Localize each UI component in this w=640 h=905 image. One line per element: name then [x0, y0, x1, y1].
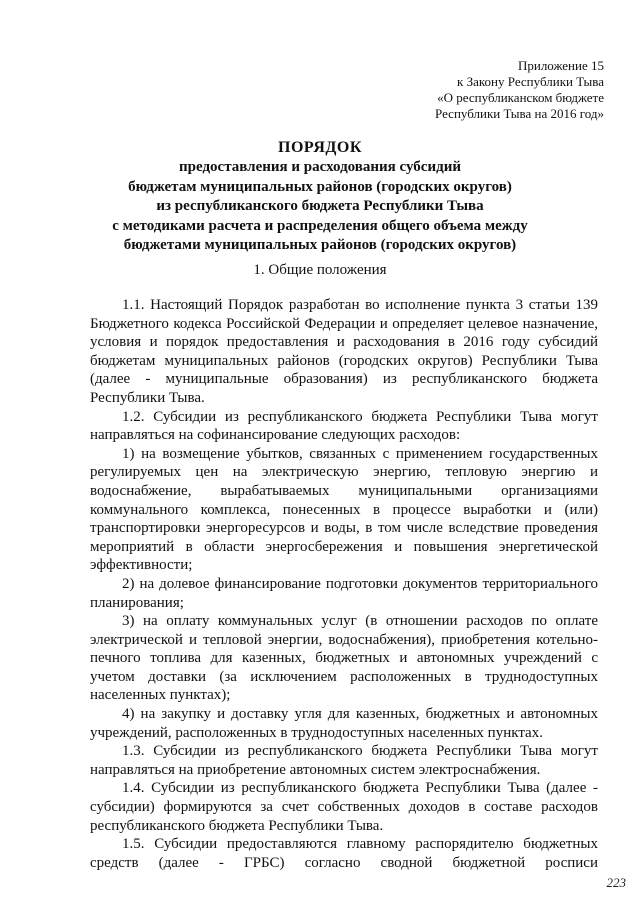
paragraph-1-2: 1.2. Субсидии из республиканского бюджета Республики Тыва могут направляться на софинансирование следующих расходов:: [90, 408, 598, 444]
list-item-3: 3) на оплату коммунальных услуг (в отношении расходов по оплате электрической и тепловой энергии, водоснабжения), приобретения котельно-печного топлива для казенных, бюджетных и автономных учреждений с учетом доставки (за исключением расположенных в труднодоступных населенных пунктах);: [90, 613, 598, 704]
appendix-line-1: Приложение 15: [517, 58, 604, 73]
list-item-2: 2) на долевое финансирование подготовки документов территориального планирования;: [90, 575, 598, 611]
document-title: [60, 138, 580, 256]
title-line-1: предоставления и расходования субсидий: [179, 159, 461, 175]
list-item-1: 1) на возмещение убытков, связанных с применением государственных регулируемых цен на электрическую энергию, тепловую энергию и водоснабжение, вырабатываемых муниципальными организациями коммунального комплекса, понесенных в процессе выработки и (или) транспортировки энергоресурсов и воды, в том числе вследствие проведения мероприятий в области энергосбережения и повышения энергетической эффективности;: [90, 445, 598, 574]
appendix-note: [435, 58, 604, 122]
appendix-line-3: «О республиканском бюджете: [437, 90, 604, 105]
list-item-4: 4) на закупку и доставку угля для казенных, бюджетных и автономных учреждений, расположенных в труднодоступных населенных пунктах.: [90, 706, 598, 741]
title-line-5: бюджетами муниципальных районов (городских округов): [123, 237, 517, 253]
appendix-line-4: Республики Тыва на 2016 год»: [435, 106, 604, 121]
section-heading: 1. Общие положения: [253, 262, 387, 278]
title-main: ПОРЯДОК: [278, 139, 362, 156]
title-line-4: с методиками расчета и распределения общего объема между: [112, 217, 528, 234]
paragraph-1-3: 1.3. Субсидии из республиканского бюджета Республики Тыва могут направляться на приобретение автономных систем электроснабжения.: [90, 743, 598, 778]
paragraph-1-1: 1.1. Настоящий Порядок разработан во исполнение пункта 3 статьи 139 Бюджетного кодекса Российской Федерации и определяет целевое назначение, условия и порядок предоставления и расходования в 2016 году субсидий бюджетам муниципальных районов (городских округов) Республики Тыва (далее - муниципальные образования) из республиканского бюджета Республики Тыва.: [90, 297, 598, 406]
title-line-2: бюджетам муниципальных районов (городских округов): [128, 178, 512, 195]
page-number-mark: 223: [606, 875, 626, 890]
body-text: [90, 296, 598, 872]
paragraph-1-5: 1.5. Субсидии предоставляются главному распорядителю бюджетных средств (далее - ГРБС) согласно сводной бюджетной росписи: [90, 836, 598, 871]
appendix-line-2: к Закону Республики Тыва: [457, 74, 604, 89]
paragraph-1-4: 1.4. Субсидии из республиканского бюджета Республики Тыва (далее - субсидии) формируются за счет собственных доходов в составе расходов республиканского бюджета Республики Тыва.: [90, 780, 598, 834]
title-line-3: из республиканского бюджета Республики Тыва: [156, 198, 484, 214]
